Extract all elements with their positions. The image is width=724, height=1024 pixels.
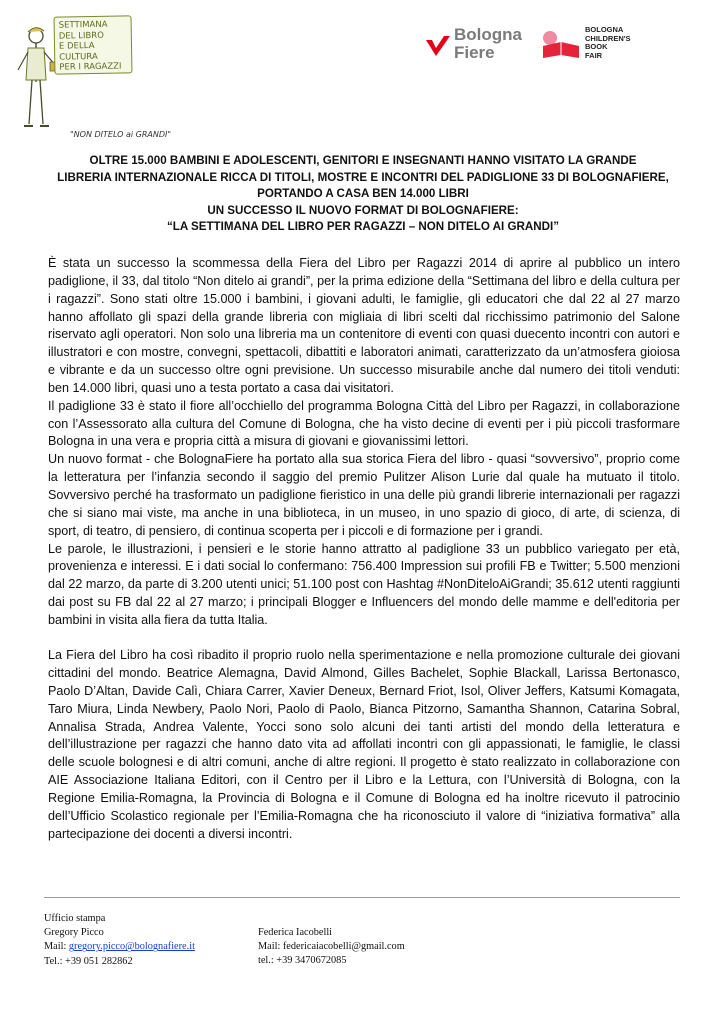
badge-line: PER I RAGAZZI (59, 61, 122, 73)
bologna-childrens-book-fair-logo (541, 26, 681, 66)
footer-second-contact (258, 926, 405, 969)
body-paragraph: Un nuovo format - che BolognaFiere ha portato alla sua storica Fiera del libro - quasi “sovversivo”, proprio come la letteratura per l’infanzia secondo il saggio del premio Pulitzer Alison Lurie dal quale ha mutuato il titolo. Sovversivo perché ha trasformato un padiglione fieristico in una delle più grandi librerie internazionali per ragazzi che si siano mai viste, ma anche in una biblioteca, in un museo, in uno spazio di gioco, di arte, di scienza, di sport, di teatro, di pensiero, di continua scoperta per i piccoli e di formazione per i grandi. (48, 452, 680, 538)
footer-mail: Mail: federicaiacobelli@gmail.com (258, 941, 405, 953)
bolognafiere-logo (424, 26, 534, 66)
footer-divider (44, 897, 680, 898)
footer-contact-name: Federica Iacobelli (258, 927, 333, 938)
footer-tel: tel.: +39 3470672085 (258, 955, 347, 967)
settimana-badge (53, 15, 132, 74)
footer-tel: Tel.: +39 051 282862 (44, 955, 133, 967)
badge-line: E DELLA CULTURA (58, 40, 98, 63)
title-line: UN SUCCESSO IL NUOVO FORMAT DI BOLOGNAFIERE: (207, 203, 519, 217)
badge-line: SETTIMANA DEL LIBRO (58, 19, 108, 42)
body-paragraph: È stata un successo la scommessa della Fiera del Libro per Ragazzi 2014 di aprire al pubblico un intero padiglione, il 33, dal titolo “Non ditelo ai grandi”, per la prima edizione della “Settimana del libro e della cultura per i ragazzi”. Sono stati oltre 15.000 i bambini, i giovani adulti, le famiglie, gli educatori che dal 22 al 27 marzo hanno affollato gli spazi della grande libreria con migliaia di libri scelti dal ricchissimo patrimonio del Salone riservato agli operatori. Non solo una libreria ma un contenitore di eventi con quasi duecento incontri con autori e illustratori e con mostre, convegni, spettacoli, dibattiti e laboratori animati, caratterizzato da un’atmosfera gioiosa e vibrante e da un successo oltre ogni previsione. Un successo misurabile anche dal numero dei titoli venduti: ben 14.000 libri, quasi uno a testa portato a casa dai visitatori. (48, 256, 680, 395)
title-line: LIBRERIA INTERNAZIONALE RICCA DI TITOLI, MOSTRE E INCONTRI DEL PADIGLIONE 33 DI BOLOGNAFIERE, (57, 170, 669, 184)
footer-mail-label: Mail: (44, 941, 69, 953)
body-paragraph: La Fiera del Libro ha così ribadito il proprio ruolo nella sperimentazione e nella promozione culturale dei giovani cittadini del mondo. Beatrice Alemagna, David Almond, Gilles Bachelet, Sophie Blackall, Larissa Bertonasco, Paolo D’Altan, Davide Calì, Chiara Carrer, Xavier Deneux, Bernard Friot, Isol, Oliver Jeffers, Katsumi Komagata, Taro Miura, Linda Newbery, Paolo Nori, Paolo di Paolo, Bianca Pitzorno, Samantha Shannon, Catarina Sobral, Annalisa Strada, Andrea Valente, Yocci sono solo alcuni dei tanti artisti del mondo della letteratura e dell’illustrazione per ragazzi che hanno dato vita ad affollati incontri con gli appassionati, le famiglie, le classi delle scuole bolognesi e di altri comuni, anche di altre regioni. Il progetto è stato realizzato in collaborazione con AIE Associazione Italiana Editori, con il Centro per il Libro e la Lettura, con l’Università di Bologna, con la Regione Emilia-Romagna, la Provincia di Bologna e il Comune di Bologna ed ha inoltre ricevuto il patrocinio dell’Ufficio Scolastico regionale per l’Emilia-Romagna che ha riconosciuto il valore di “iniziativa formativa” alla partecipazione dei docenti a diversi incontri. (48, 648, 680, 841)
bcbf-line: BOOK (585, 42, 608, 52)
title-line: “LA SETTIMANA DEL LIBRO PER RAGAZZI – NON DITELO AI GRANDI” (166, 220, 560, 234)
bolognafiere-line1: Bologna (454, 25, 522, 44)
bcbf-line: FAIR (585, 50, 603, 60)
bcbf-line: CHILDREN'S (585, 33, 631, 43)
body-paragraph: Il padiglione 33 è stato il fiore all’occhiello del programma Bologna Città del Libro per Ragazzi, in collaborazione con l’Assessorato alla cultura del Comune di Bologna, che ha visto decine di eventi per i più piccoli trasformare Bologna in una vera e propria città a misura di giovani e giovanissimi lettori. (48, 398, 680, 449)
footer-mail-link[interactable]: gregory.picco@bolognafiere.it (68, 941, 195, 953)
bolognafiere-line2: Fiere (454, 43, 495, 62)
bolognafiere-check-icon (424, 34, 452, 60)
press-release-body (48, 255, 680, 844)
footer-office: Ufficio stampa (44, 913, 106, 924)
footer-mail-row (44, 940, 195, 954)
footer-press-office (44, 912, 195, 969)
body-paragraph: Le parole, le illustrazioni, i pensieri e le storie hanno attratto al padiglione 33 un pubblico variegato per età, provenienza e interessi. E i dati social lo confermano: 756.400 Impression sui profili FB e Twitter; 5.500 menzioni dal 22 marzo, da parte di 3.200 utenti unici; 51.100 post con Hashtag #NonDiteloAiGrandi; 35.612 utenti raggiunti dai post su FB dal 22 al 27 marzo; i principali Blogger e Influencers del mondo delle mamme e dell'editoria per bambini in visita alla fiera da tutta Italia. (48, 541, 680, 627)
title-line: OLTRE 15.000 BAMBINI E ADOLESCENTI, GENITORI E INSEGNANTI HANNO VISITATO LA GRANDE (89, 154, 637, 167)
bcbf-line: BOLOGNA (585, 25, 624, 34)
logo-tagline: "NON DITELO ai GRANDI" (70, 130, 172, 139)
settimana-del-libro-logo (14, 12, 172, 142)
title-line: PORTANDO A CASA BEN 14.000 LIBRI (257, 187, 469, 201)
press-release-title (48, 153, 678, 236)
bcbf-mark-icon (541, 30, 581, 60)
footer-contact-name: Gregory Picco (44, 927, 104, 939)
